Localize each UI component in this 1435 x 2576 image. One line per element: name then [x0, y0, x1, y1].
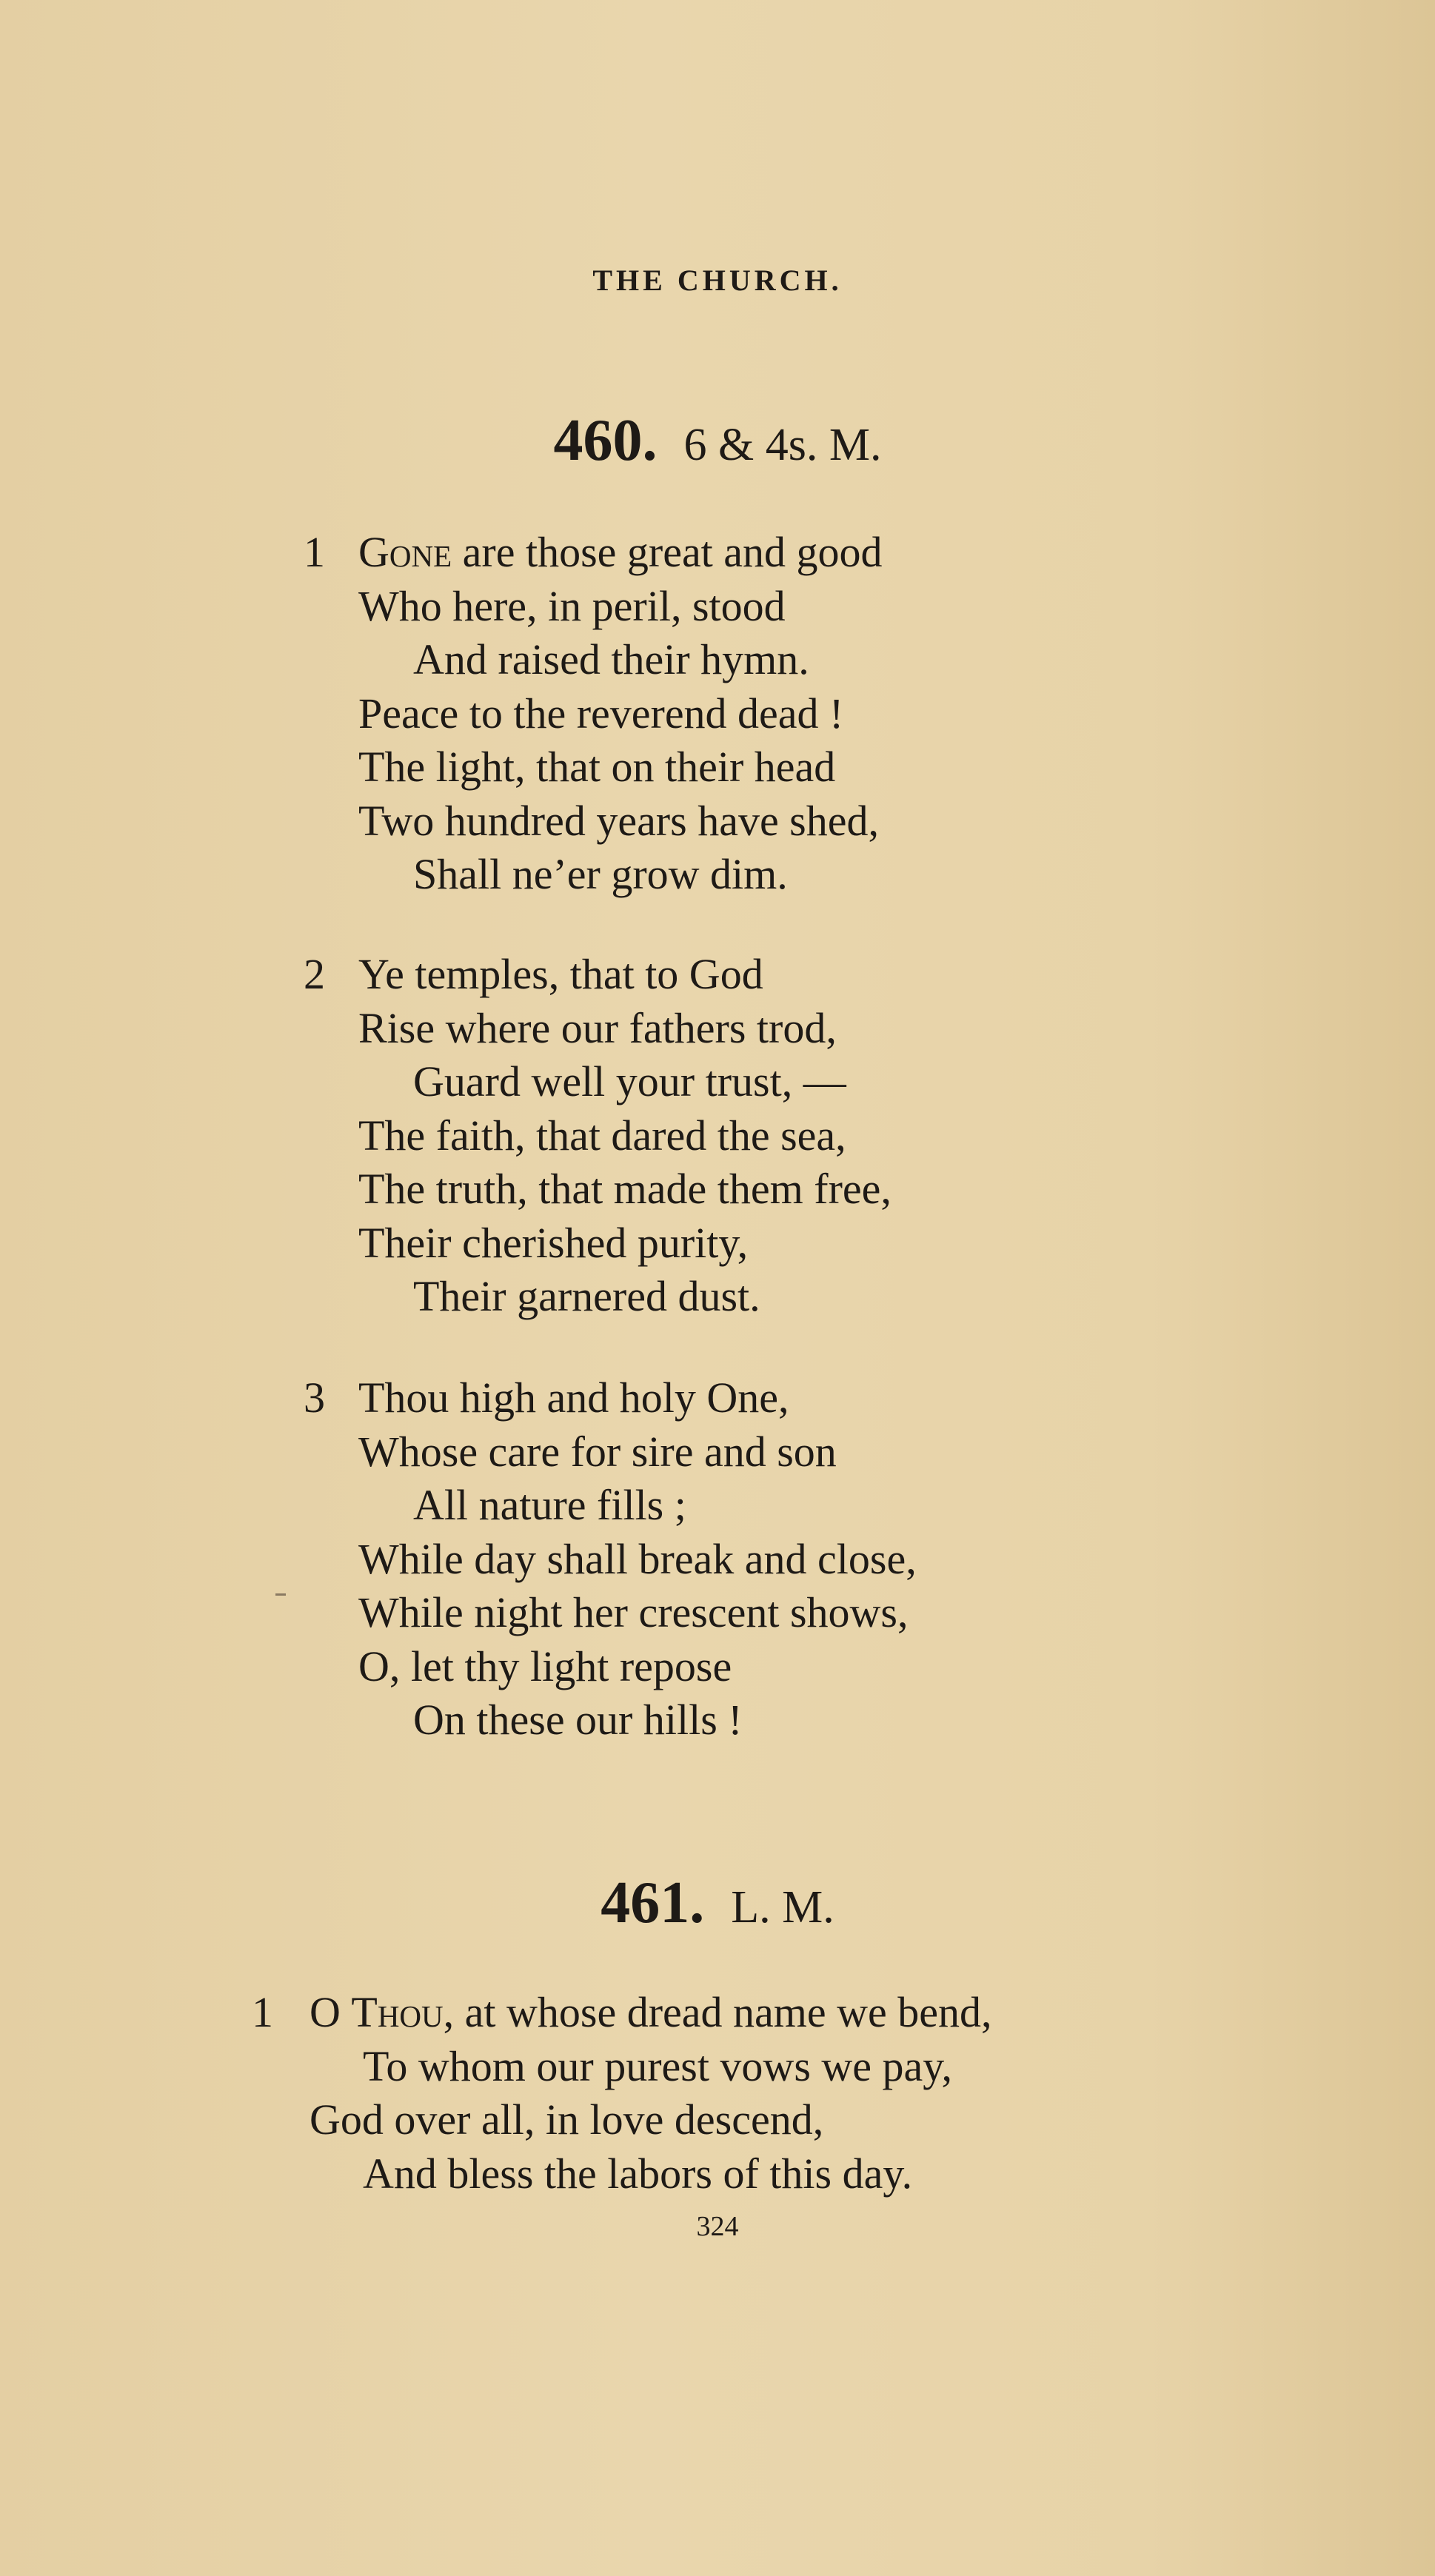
hymn-number: 460. — [553, 408, 658, 473]
first-word: Gone — [358, 528, 452, 576]
line-text: On these our hills ! — [413, 1696, 743, 1744]
first-line: Thou high and holy One, — [358, 1374, 789, 1422]
margin-mark — [275, 1593, 286, 1596]
page-number: 324 — [696, 2211, 739, 2242]
line-text: Two hundred years have shed, — [358, 796, 879, 845]
line-text: And bless the labors of this day. — [363, 2149, 913, 2198]
first-line-rest: are those great and good — [452, 528, 883, 576]
line-text: Rise where our fathers trod, — [358, 1003, 837, 1052]
line-text: The truth, that made them free, — [358, 1165, 892, 1213]
verse-number: 1 — [252, 1988, 273, 2036]
line-text: Peace to the reverend dead ! — [358, 689, 844, 737]
verse-number: 3 — [304, 1374, 325, 1422]
line-text: While night her crescent shows, — [358, 1588, 909, 1636]
line-text: All nature fills ; — [413, 1481, 686, 1529]
hymn-meter: L. M. — [731, 1882, 834, 1933]
line-text: Shall ne’er grow dim. — [413, 850, 788, 898]
line-text: Who here, in peril, stood — [358, 581, 786, 630]
first-line: Ye temples, that to God — [358, 950, 763, 998]
first-line-rest: , at whose dread name we bend, — [443, 1988, 992, 2036]
verse-number: 2 — [304, 950, 325, 998]
hymn-meter: 6 & 4s. M. — [683, 420, 882, 470]
verse-number: 1 — [304, 528, 325, 576]
line-text: The faith, that dared the sea, — [358, 1111, 846, 1160]
line-text: Their garnered dust. — [413, 1272, 760, 1320]
first-word: Thou — [351, 1988, 444, 2036]
line-text: God over all, in love descend, — [310, 2095, 824, 2144]
line-text: The light, that on their head — [358, 743, 836, 791]
line-text: Their cherished purity, — [358, 1218, 749, 1267]
line-text: O, let thy light repose — [358, 1642, 732, 1690]
line-text: To whom our purest vows we pay, — [363, 2041, 952, 2090]
hymn-461-heading — [0, 1870, 1435, 1937]
hymn-460-heading — [0, 407, 1435, 475]
line-text: Whose care for sire and son — [358, 1427, 837, 1476]
hymn-number: 461. — [601, 1870, 705, 1936]
line-text: Guard well your trust, — — [413, 1057, 846, 1105]
first-line-lead: O — [310, 1988, 352, 2036]
line-text: And raised their hymn. — [413, 635, 809, 683]
running-head: THE CHURCH. — [592, 264, 843, 297]
line-text: While day shall break and close, — [358, 1534, 917, 1583]
